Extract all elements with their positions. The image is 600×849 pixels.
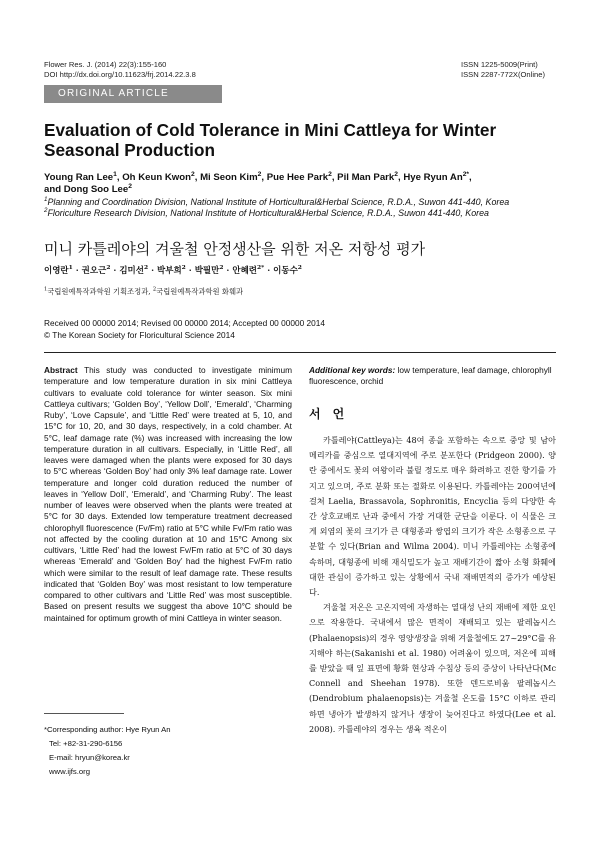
intro-heading: 서언 [309,407,357,421]
author: Pue Hee Park$^2$, [266,170,338,183]
keywords-heading: Additional key words: [309,365,396,375]
affiliations [44,197,564,219]
paper-title: Evaluation of Cold Tolerance in Mini Cattleya for Winter Seasonal Production [44,120,497,160]
corresponding-email[interactable]: E-mail: hryun@korea.kr [49,753,130,762]
keywords-text: low temperature, leaf damage, chlorophyll fluorescence, orchid [309,365,552,387]
doi-link[interactable]: DOI http://dx.doi.org/10.11623/frj.2014.22.3.8 [44,69,196,79]
section-divider [44,352,556,353]
correspondence-block [44,723,292,779]
author: Mi Seon Kim$^2$, [200,170,267,183]
intro-section [309,433,556,737]
issn-print: ISSN 1225-5009(Print) [461,60,538,69]
korean-title: 미니 카틀레야의 겨울철 안정생산을 위한 저온 저항성 평가 [44,240,426,258]
issn-online: ISSN 2287-772X(Online) [461,69,545,79]
author: and Dong Soo Lee$^2$ [44,183,132,196]
author-list [44,172,564,197]
korean-author-list: 이영란$^1$ · 권오근$^2$ · 김미선$^2$ · 박부희$^2$ · 박필만$^2$ · 안혜련$^{2*}$ · 이동수$^2$ [44,264,302,276]
affiliation: $^2$Floriculture Research Division, National Institute of Horticultural&Herbal Science, R.D.A., Suwon 441-440, Korea [44,207,489,218]
author: Oh Keun Kwon$^2$, [122,170,201,183]
intro-paragraph: 겨울철 저온은 고온지역에 자생하는 열대성 난의 재배에 제한 요인으로 작용한다. 국내에서 많은 면적이 재배되고 있는 팔레놉시스(Phalaenopsis)의 경우 영양생장을 위해 겨울철에도 27~29°C를 유지해야 하는(Sakanishi et al. 1980) 어려움이 있으며, 저온에 피해를 받았을 때 잎 표면에 황화 현상과 수침상 등의 증상이 나타난다(Mc Connell and Sheehan 1978). 또한 덴드로비움 팔레놉시스(Dendrobium phalaenopsis)는 겨울철 온도를 15°C 이하로 관리하면 냉아가 발생하지 않거나 생장이 늦어진다고 하였다(Lee et al. 2008). 카틀레야의 경우는 생육 적온이 [309,602,556,734]
copyright-notice: © The Korean Society for Floricultural Science 2014 [44,329,235,340]
korean-affiliation: $^1$국립원예특작과학원 기획조정과, $^2$국립원예특작과학원 화훼과 [44,286,244,296]
journal-website[interactable]: www.ijfs.org [49,767,91,776]
abstract-text: This study was conducted to investigate minimum temperature and low temperature duration in six mini Cattleya cultivars to evaluate cold tolerance for winter season. Six mini Cattleya cultivars; ‘Golden Boy’, ‘Yellow Doll’, ‘Emerald’, ‘Charming Ruby’, ‘Love Capsule’, and ‘Little Red’ were treated at 5, 10, and 15°C for 10, 20, and 30 days, respectively, in a cold chamber. At 5°C, leaf damage rate (%) was increased with increasing the low temperature duration in all cultivars. Especially, in ‘Little Red’, all leaves were damaged when the plants were exposed for 30 days to 5°C whereas ‘Golden Boy’ had only 3% leaf damage rate. Lower temperature and longer cold duration reduced the number of leaves in ‘Yellow Doll’, ‘Emerald’, and ‘Charming Ruby’. The least number of leaves were observed when the plants were treated at 5°C for 30 days. Extended low temperature treatment decreased chlorophyll fluorescence (Fv/Fm) ratio at 5°C while Fv/Fm ratio was not affected by the cooling duration at 10 and 15°C Among six cultivars, ‘Little Red’ had the lowest Fv/Fm ratio at 5°C of 30 days whereas ‘Emerald’ and ‘Golden Boy’ had the highest Fv/Fm ratio which were similar to the result of leaf damage rate. These results indicated that ‘Golden Boy’ was most resistant to low temperature compared to other cultivars and ‘Little Red’ was most susceptible. Based on present results we suggest tha above 10°C should be maintained for optimum growth of mini Cattleya in winter season. [44,365,293,623]
author: Hye Ryun $An^{2*}$, [403,170,472,183]
journal-citation: Flower Res. J. (2014) 22(3):155-160 [44,60,167,69]
article-type-banner: ORIGINAL ARTICLE [44,85,222,103]
author: Pil Man Park$^2$, [337,170,404,183]
intro-paragraph: 카틀레야(Cattleya)는 48여 종을 포함하는 속으로 중앙 및 남아메리카를 중심으로 열대지역에 주로 분포한다 (Pridgeon 2000). 양란 중에서도 꽃의 여왕이라 불릴 정도로 매우 화려하고 진한 향기를 가지고 있으며, 주로 분화 또는 절화로 이용된다. 카틀레야는 200여년에 걸쳐 Laelia, Brassavola, Sophronitis, Encyclia 등의 다양한 속간 상호교배로 난과 중에서 가장 거대한 군단을 이룬다. 이 식물은 크게 외염의 꽃의 크기가 큰 대형종과 쌍엽의 크기가 작은 소형종으로 구분할 수 있다(Brian and Wilma 2004). 미니 카틀레야는 소형종에 속하며, 대형종에 비해 재식밀도가 높고 재배기간이 짧아 소형 화훼에 대한 관심이 증가하고 있는 상황에서 국내 재배면적의 증가가 예상된다. [309,435,556,598]
affiliation: $^1$Planning and Coordination Division, National Institute of Horticultural&Herbal Science, R.D.A., Suwon 441-440, Korea [44,196,510,207]
received-dates: Received 00 00000 2014; Revised 00 00000 2014; Accepted 00 00000 2014 [44,318,325,328]
abstract-heading: Abstract [44,365,78,375]
keywords-section [309,365,556,388]
abstract-section [44,365,292,624]
journal-header [44,60,196,79]
corresponding-author: *Corresponding author: Hye Ryun An [44,725,171,734]
corresponding-tel: Tel: +82-31-290-6156 [49,739,123,748]
submission-dates [44,318,325,341]
issn-block [461,60,556,79]
footnote-divider [44,713,124,714]
author: Young Ran Lee$^1$, [44,170,123,183]
